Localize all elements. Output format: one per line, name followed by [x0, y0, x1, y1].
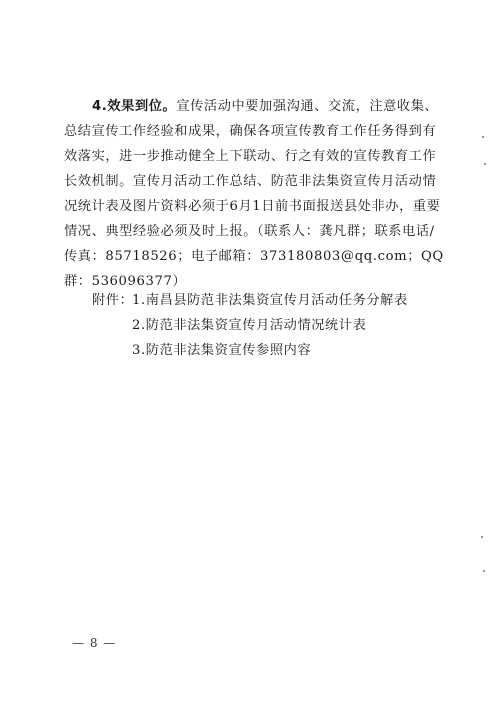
- attachment-item-2: 2.防范非法集资宣传月活动情况统计表: [132, 318, 367, 333]
- attachments-list: [92, 288, 408, 363]
- section-heading: 4.效果到位。: [92, 99, 177, 114]
- scan-speck: [482, 136, 484, 138]
- body-paragraph: [64, 94, 446, 294]
- attachment-row: [92, 313, 408, 338]
- attachments-label: 附件：: [92, 293, 134, 308]
- attachment-row: [92, 288, 408, 313]
- attachment-item-1: 1.南昌县防范非法集资宣传月活动任务分解表: [132, 293, 408, 308]
- scan-speck: [483, 570, 485, 572]
- attachment-item-3: 3.防范非法集资宣传参照内容: [132, 343, 312, 358]
- paragraph-text: 宣传活动中要加强沟通、交流，注意收集、总结宣传工作经验和成果，确保各项宣传教育工作任务得到有效落实，进一步推动健全上下联动、行之有效的宣传教育工作长效机制。宣传月活动工作总结、防范非法集资宣传月活动情况统计表及图片资料必须于6月1日前书面报送县处非办，重要情况、典型经验必须及时上报。（联系人：龚凡群；联系电话/传真：85718526；电子邮箱：373180803@qq.com；QQ群：536096377）: [64, 99, 444, 289]
- attachment-row: [92, 338, 408, 363]
- scan-speck: [484, 163, 486, 165]
- page-number: — 8 —: [72, 636, 117, 650]
- scan-speck: [481, 536, 483, 538]
